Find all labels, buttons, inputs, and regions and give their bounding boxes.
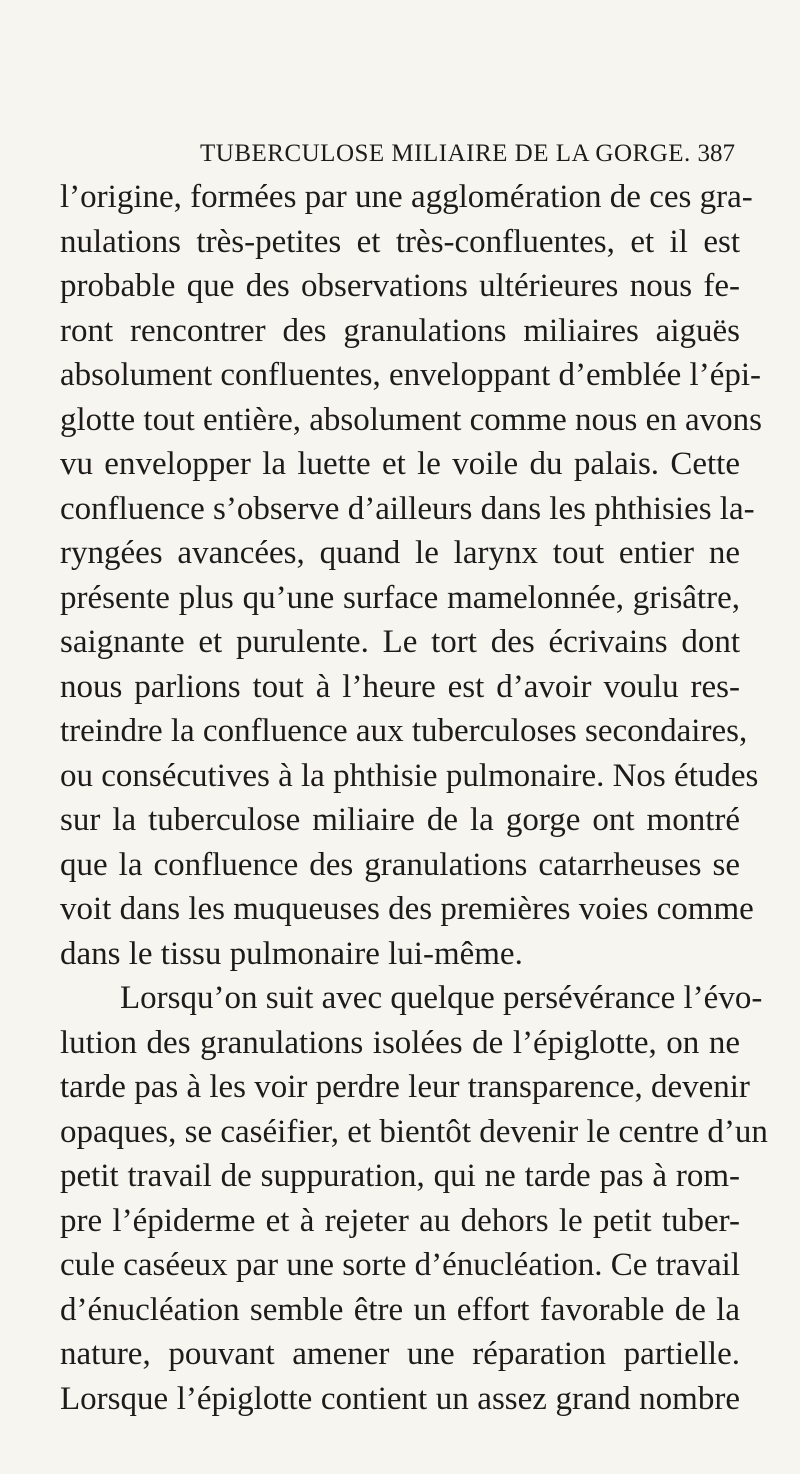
text-line: Lorsque l’épiglotte contient un assez grand nombre — [60, 1380, 740, 1417]
paragraph-end-line: dans le tissu pulmonaire lui-même. — [60, 935, 523, 972]
text-line: confluence s’observe d’ailleurs dans les phthisies la- — [60, 490, 755, 527]
body-text — [60, 175, 768, 1421]
text-line: probable que des observations ultérieures nous fe- — [60, 268, 740, 304]
text-line: pre l’épiderme et à rejeter au dehors le petit tuber- — [60, 1202, 740, 1239]
text-line: saignante et purulente. Le tort des écrivains dont — [60, 624, 740, 660]
text-line: vu envelopper la luette et le voile du palais. Cette — [60, 446, 740, 482]
text-line: nulations très-petites et très-confluentes, et il est — [60, 223, 740, 260]
text-line: ryngées avancées, quand le larynx tout entier ne — [60, 535, 740, 571]
text-line: que la confluence des granulations catarrheuses se — [60, 846, 740, 883]
text-line: treindre la confluence aux tuberculoses secondaires, — [60, 713, 748, 749]
text-line: présente plus qu’une surface mamelonnée, grisâtre, — [60, 579, 740, 616]
text-line: lution des granulations isolées de l’épiglotte, on ne — [60, 1024, 740, 1061]
page-number: 387 — [697, 140, 735, 167]
text-line: d’énucléation semble être un effort favorable de la — [60, 1291, 740, 1328]
text-line: ou consécutives à la phthisie pulmonaire. Nos études — [60, 757, 759, 794]
text-line: tarde pas à les voir perdre leur transparence, devenir — [60, 1069, 750, 1105]
text-line: absolument confluentes, enveloppant d’emblée l’épi- — [60, 357, 762, 393]
text-line: nature, pouvant amener une réparation partielle. — [60, 1336, 740, 1372]
running-title: TUBERCULOSE MILIAIRE DE LA GORGE. — [200, 140, 691, 167]
text-line: petit travail de suppuration, qui ne tarde pas à rom- — [60, 1158, 740, 1194]
paragraph-start-line: Lorsqu’on suit avec quelque persévérance l’évo- — [120, 980, 763, 1016]
text-line: sur la tuberculose miliaire de la gorge ont montré — [60, 802, 740, 838]
text-line: l’origine, formées par une agglomération de ces gra- — [60, 179, 753, 215]
text-line: voit dans les muqueuses des premières voies comme — [60, 891, 754, 927]
page-header — [200, 140, 735, 180]
text-line: nous parlions tout à l’heure est d’avoir voulu res- — [60, 668, 740, 705]
text-line: glotte tout entière, absolument comme nous en avons — [60, 401, 763, 438]
text-line: ront rencontrer des granulations miliaires aiguës — [60, 312, 740, 349]
text-line: opaques, se caséifier, et bientôt devenir le centre d’un — [60, 1113, 768, 1150]
text-line: cule caséeux par une sorte d’énucléation. Ce travail — [60, 1247, 740, 1283]
